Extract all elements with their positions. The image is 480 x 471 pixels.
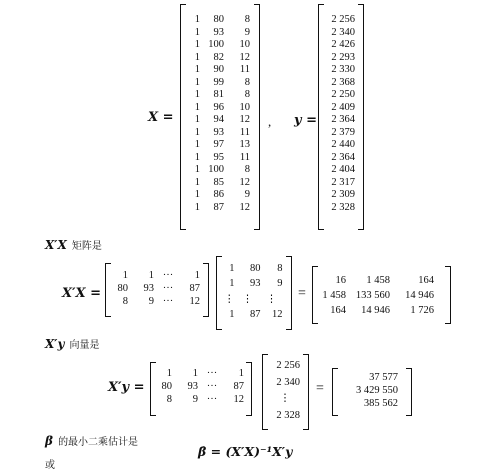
matrix-cell: 2 404 — [331, 164, 355, 175]
x-small-matrix — [224, 261, 283, 323]
matrix-row — [188, 127, 250, 140]
matrix-cell: 13 — [239, 139, 250, 150]
matrix-cell: 8 — [122, 296, 128, 308]
y-vector — [327, 14, 355, 214]
equals-sign-2: = — [316, 381, 324, 396]
matrix-cell: 385 562 — [363, 398, 398, 410]
matrix-row — [346, 372, 398, 385]
matrix-cell: 14 946 — [361, 305, 390, 317]
matrix-cell: ⋮ — [279, 393, 291, 404]
matrix-cell: 10 — [239, 39, 250, 50]
x-matrix-left-bracket — [180, 4, 186, 230]
matrix-row — [270, 391, 300, 408]
xtx-result-matrix — [318, 274, 434, 319]
matrix-row — [327, 114, 355, 127]
matrix-cell: 80 — [117, 283, 128, 295]
matrix-cell: 12 — [239, 176, 250, 188]
matrix-cell: 8 — [244, 14, 250, 25]
matrix-cell: 12 — [272, 309, 283, 320]
matrix-row — [114, 283, 200, 296]
matrix-row — [318, 274, 434, 289]
matrix-cell: 95 — [213, 151, 224, 163]
matrix-cell: 1 — [194, 176, 200, 188]
matrix-cell: 12 — [239, 114, 250, 125]
matrix-cell: 1 726 — [410, 305, 434, 317]
matrix-cell: ··· — [162, 296, 174, 308]
x-small-matrix-left-bracket — [216, 256, 222, 330]
matrix-row — [158, 394, 244, 407]
matrix-row — [327, 77, 355, 90]
xty-heading-text: 向量是 — [69, 340, 100, 351]
xtx-label: X′X = — [62, 286, 102, 301]
matrix-cell: 9 — [277, 278, 283, 289]
matrix-cell: 1 — [194, 14, 200, 25]
matrix-row — [327, 177, 355, 190]
matrix-row — [327, 127, 355, 140]
matrix-row — [188, 139, 250, 152]
matrix-row — [188, 14, 250, 27]
matrix-row — [327, 39, 355, 52]
or-text: 或 — [45, 460, 55, 471]
matrix-cell: ··· — [162, 270, 174, 282]
beta-heading-text: 的最小二乘估计是 — [58, 437, 139, 448]
matrix-cell: 2 328 — [331, 201, 355, 213]
matrix-row — [188, 102, 250, 115]
xt-matrix-right-bracket — [203, 263, 209, 317]
matrix-cell: 2 256 — [331, 14, 355, 25]
matrix-cell: 93 — [187, 381, 198, 393]
matrix-cell: 2 364 — [331, 114, 355, 125]
x-matrix — [188, 14, 250, 214]
matrix-cell: 1 — [194, 26, 200, 38]
equals-sign: = — [298, 286, 306, 301]
matrix-row — [327, 152, 355, 165]
matrix-cell: 2 440 — [331, 139, 355, 150]
matrix-cell: 8 — [244, 89, 250, 100]
matrix-row — [327, 14, 355, 27]
y-vector-right-bracket — [358, 4, 364, 230]
matrix-cell: 1 — [229, 278, 235, 289]
xtx-heading-text: 矩阵是 — [71, 241, 102, 252]
matrix-row — [188, 177, 250, 190]
matrix-cell: 133 560 — [355, 290, 390, 302]
matrix-row — [327, 89, 355, 102]
matrix-cell: ⋮ — [266, 293, 277, 305]
matrix-cell: 1 — [122, 270, 128, 282]
matrix-cell: ··· — [206, 368, 218, 380]
matrix-row — [158, 381, 244, 394]
matrix-row — [327, 164, 355, 177]
beta-formula: β̂ = (X′X)⁻¹X′y — [198, 444, 293, 459]
xtx-heading-var: X′X — [45, 238, 67, 252]
y-small-vector — [270, 358, 300, 424]
matrix-cell: 2 379 — [331, 126, 355, 138]
matrix-cell: 12 — [189, 296, 200, 308]
matrix-cell: 85 — [213, 176, 224, 188]
matrix-cell: 1 — [229, 262, 235, 274]
matrix-cell: 11 — [239, 64, 250, 75]
matrix-row — [114, 296, 200, 309]
matrix-row — [114, 270, 200, 283]
matrix-cell: 2 293 — [331, 51, 355, 63]
xt-matrix-2 — [158, 368, 244, 407]
matrix-row — [327, 202, 355, 215]
matrix-cell: 2 256 — [276, 360, 300, 371]
matrix-cell: 1 — [194, 201, 200, 213]
xty-result-vector — [346, 372, 398, 411]
xty-heading — [45, 333, 100, 352]
matrix-cell: 80 — [250, 262, 261, 274]
matrix-cell: 12 — [233, 394, 244, 406]
matrix-cell: 87 — [213, 201, 224, 213]
matrix-row — [188, 52, 250, 65]
matrix-cell: 1 458 — [366, 275, 390, 287]
matrix-cell: ··· — [162, 283, 174, 295]
matrix-cell: 94 — [213, 114, 224, 125]
matrix-cell: 1 — [194, 101, 200, 113]
matrix-row — [270, 408, 300, 425]
matrix-cell: 100 — [208, 164, 224, 175]
matrix-cell: 2 368 — [331, 76, 355, 88]
matrix-cell: 1 — [229, 309, 235, 320]
beta-heading-var: β — [45, 434, 53, 448]
matrix-cell: 2 317 — [331, 176, 355, 188]
matrix-row — [188, 89, 250, 102]
matrix-row — [188, 114, 250, 127]
matrix-cell: 2 340 — [276, 376, 300, 388]
matrix-cell: 99 — [213, 76, 224, 88]
matrix-cell: 1 — [238, 368, 244, 380]
matrix-cell: 2 309 — [331, 189, 355, 200]
matrix-cell: 1 458 — [322, 290, 346, 302]
matrix-cell: 9 — [244, 189, 250, 200]
matrix-cell: 1 — [194, 89, 200, 100]
matrix-cell: ⋮ — [242, 293, 253, 305]
matrix-row — [327, 52, 355, 65]
matrix-cell: 82 — [213, 51, 224, 63]
matrix-row — [327, 189, 355, 202]
y-small-left-bracket — [262, 354, 268, 430]
matrix-row — [188, 189, 250, 202]
matrix-cell: 1 — [148, 270, 154, 282]
x-matrix-label: X = — [148, 110, 174, 125]
matrix-cell: 1 — [194, 76, 200, 88]
matrix-cell: 1 — [194, 270, 200, 282]
matrix-row — [224, 292, 283, 308]
matrix-cell: 8 — [244, 164, 250, 175]
matrix-cell: 2 426 — [331, 39, 355, 50]
matrix-row — [188, 64, 250, 77]
matrix-row — [224, 261, 283, 277]
matrix-cell: 93 — [213, 126, 224, 138]
matrix-cell: 81 — [213, 89, 224, 100]
matrix-cell: 2 328 — [276, 409, 300, 421]
y-vector-left-bracket — [318, 4, 324, 230]
matrix-cell: 8 — [166, 394, 172, 406]
xt-matrix-left-bracket — [105, 263, 111, 317]
matrix-row — [346, 385, 398, 398]
matrix-cell: 12 — [239, 201, 250, 213]
xty-result-right-bracket — [406, 368, 412, 416]
matrix-cell: 164 — [330, 305, 346, 317]
matrix-row — [158, 368, 244, 381]
matrix-row — [346, 398, 398, 411]
matrix-cell: 2 250 — [331, 89, 355, 100]
matrix-cell: 97 — [213, 139, 224, 150]
matrix-cell: 9 — [244, 26, 250, 38]
matrix-cell: 11 — [239, 151, 250, 163]
matrix-cell: 87 — [250, 309, 261, 320]
matrix-cell: 1 — [194, 164, 200, 175]
matrix-row — [327, 139, 355, 152]
matrix-cell: 1 — [194, 126, 200, 138]
matrix-row — [188, 152, 250, 165]
matrix-row — [188, 164, 250, 177]
matrix-cell: 2 340 — [331, 26, 355, 38]
matrix-cell: 14 946 — [405, 290, 434, 302]
beta-heading — [45, 430, 138, 449]
x-matrix-right-bracket — [254, 4, 260, 230]
matrix-cell: ⋮ — [224, 293, 235, 305]
matrix-cell: 90 — [213, 64, 224, 75]
matrix-cell: 93 — [213, 26, 224, 38]
matrix-cell: 8 — [244, 76, 250, 88]
matrix-cell: 9 — [192, 394, 198, 406]
xt-matrix2-right-bracket — [246, 362, 252, 416]
matrix-row — [270, 358, 300, 375]
matrix-cell: 80 — [161, 381, 172, 393]
y-small-right-bracket — [303, 354, 309, 430]
xt-matrix2-left-bracket — [150, 362, 156, 416]
xtx-heading — [45, 234, 102, 253]
xty-heading-var: X′y — [45, 337, 65, 351]
matrix-cell: 1 — [194, 64, 200, 75]
matrix-cell: 1 — [194, 51, 200, 63]
y-vector-label: y = — [294, 113, 317, 128]
xty-result-left-bracket — [332, 368, 338, 416]
matrix-cell: 96 — [213, 101, 224, 113]
matrix-cell: 37 577 — [369, 372, 398, 384]
matrix-cell: 16 — [335, 275, 346, 287]
matrix-cell: 1 — [194, 189, 200, 200]
matrix-cell: 87 — [189, 283, 200, 295]
matrix-cell: 1 — [194, 139, 200, 150]
matrix-row — [270, 375, 300, 392]
matrix-cell: 1 — [194, 151, 200, 163]
matrix-cell: 1 — [194, 39, 200, 50]
matrix-cell: 1 — [194, 114, 200, 125]
matrix-cell: 3 429 550 — [356, 385, 398, 397]
matrix-row — [188, 39, 250, 52]
matrix-cell: 2 364 — [331, 151, 355, 163]
comma: , — [268, 114, 272, 129]
matrix-cell: 80 — [213, 14, 224, 25]
matrix-row — [327, 102, 355, 115]
matrix-row — [327, 64, 355, 77]
matrix-cell: 11 — [239, 126, 250, 138]
matrix-row — [224, 308, 283, 324]
matrix-cell: 93 — [250, 278, 261, 289]
matrix-cell: 9 — [148, 296, 154, 308]
matrix-cell: 8 — [277, 262, 283, 274]
xtx-result-right-bracket — [445, 266, 451, 324]
matrix-row — [188, 77, 250, 90]
matrix-cell: 2 330 — [331, 64, 355, 75]
matrix-cell: ··· — [206, 381, 218, 393]
xty-label: X′y = — [108, 380, 145, 395]
x-small-matrix-right-bracket — [286, 256, 292, 330]
xt-matrix — [114, 270, 200, 309]
matrix-cell: 87 — [233, 381, 244, 393]
matrix-cell: 1 — [192, 368, 198, 380]
matrix-row — [318, 304, 434, 319]
matrix-row — [188, 202, 250, 215]
matrix-cell: ··· — [206, 394, 218, 406]
matrix-row — [188, 27, 250, 40]
matrix-cell: 86 — [213, 189, 224, 200]
matrix-cell: 10 — [239, 101, 250, 113]
matrix-cell: 1 — [166, 368, 172, 380]
matrix-cell: 12 — [239, 51, 250, 63]
matrix-cell: 164 — [418, 275, 434, 287]
matrix-cell: 2 409 — [331, 101, 355, 113]
matrix-row — [318, 289, 434, 304]
matrix-cell: 93 — [143, 283, 154, 295]
matrix-cell: 100 — [208, 39, 224, 50]
matrix-row — [327, 27, 355, 40]
matrix-row — [224, 277, 283, 293]
